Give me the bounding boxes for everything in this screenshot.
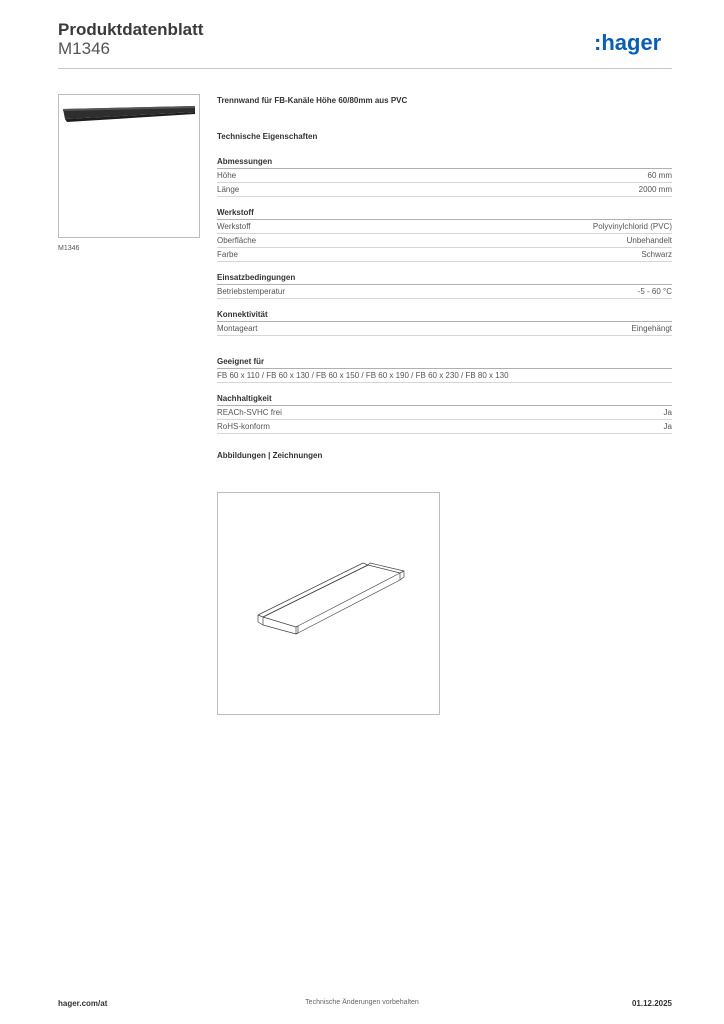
thumbnail-caption: M1346: [58, 245, 80, 252]
group-werkstoff: [217, 208, 672, 262]
spec-label: Farbe: [217, 250, 238, 259]
hager-logo: [594, 28, 674, 58]
technical-heading: Technische Eigenschaften: [217, 132, 318, 141]
group-title: Geeignet für: [217, 357, 672, 369]
spec-value: -5 - 60 °C: [637, 287, 672, 296]
technical-drawing: [217, 492, 440, 715]
spec-label: Höhe: [217, 171, 237, 180]
spec-label: RoHS-konform: [217, 422, 270, 431]
spec-row: [217, 220, 672, 234]
logo-text: :hager: [594, 30, 662, 55]
group-title: Nachhaltigkeit: [217, 394, 672, 406]
group-title: Einsatzbedingungen: [217, 273, 672, 285]
header-divider: [58, 68, 672, 69]
spec-value: Ja: [663, 422, 672, 431]
group-konnektivitaet: [217, 310, 672, 336]
spec-value: Polyvinylchlorid (PVC): [592, 222, 672, 231]
spec-row: [217, 420, 672, 434]
spec-value: Schwarz: [641, 250, 672, 259]
product-code: M1346: [58, 39, 110, 58]
spec-label: Länge: [217, 185, 240, 194]
group-abmessungen: [217, 157, 672, 197]
footer-date: 01.12.2025: [631, 999, 672, 1008]
group-einsatzbedingungen: [217, 273, 672, 299]
spec-value: Ja: [663, 408, 672, 417]
product-description: Trennwand für FB-Kanäle Höhe 60/80mm aus PVC: [217, 96, 408, 105]
images-heading: Abbildungen | Zeichnungen: [217, 451, 323, 460]
group-title: Konnektivität: [217, 310, 672, 322]
group-nachhaltigkeit: [217, 394, 672, 434]
footer-disclaimer: Technische Änderungen vorbehalten: [305, 999, 419, 1006]
spec-label: Werkstoff: [217, 222, 251, 231]
main-content: [217, 96, 672, 460]
spec-row: [217, 183, 672, 197]
suitable-for-list: FB 60 x 110 / FB 60 x 130 / FB 60 x 150 / FB 60 x 190 / FB 60 x 230 / FB 80 x 130: [217, 369, 672, 383]
spec-label: Oberfläche: [217, 236, 257, 245]
footer-website: hager.com/at: [58, 999, 108, 1008]
spec-row: [217, 169, 672, 183]
spec-label: Betriebstemperatur: [217, 287, 286, 296]
spec-value: Eingehängt: [631, 324, 672, 333]
divider-drawing-icon: [218, 493, 439, 714]
spec-label: Montageart: [217, 324, 258, 333]
group-title: Abmessungen: [217, 157, 672, 169]
spec-label: REACh-SVHC frei: [217, 408, 282, 417]
spec-value: 2000 mm: [638, 185, 672, 194]
spec-value: Unbehandelt: [626, 236, 672, 245]
document-title: Produktdatenblatt: [58, 20, 204, 39]
spec-value: 60 mm: [647, 171, 672, 180]
spec-row: [217, 406, 672, 420]
spacer: [217, 347, 672, 357]
product-thumbnail: [58, 94, 200, 238]
spec-row: [217, 248, 672, 262]
spec-row: [217, 234, 672, 248]
spec-row: [217, 322, 672, 336]
group-title: Werkstoff: [217, 208, 672, 220]
divider-photo-icon: [59, 95, 199, 237]
spec-row: [217, 285, 672, 299]
group-geeignet-fuer: [217, 357, 672, 383]
